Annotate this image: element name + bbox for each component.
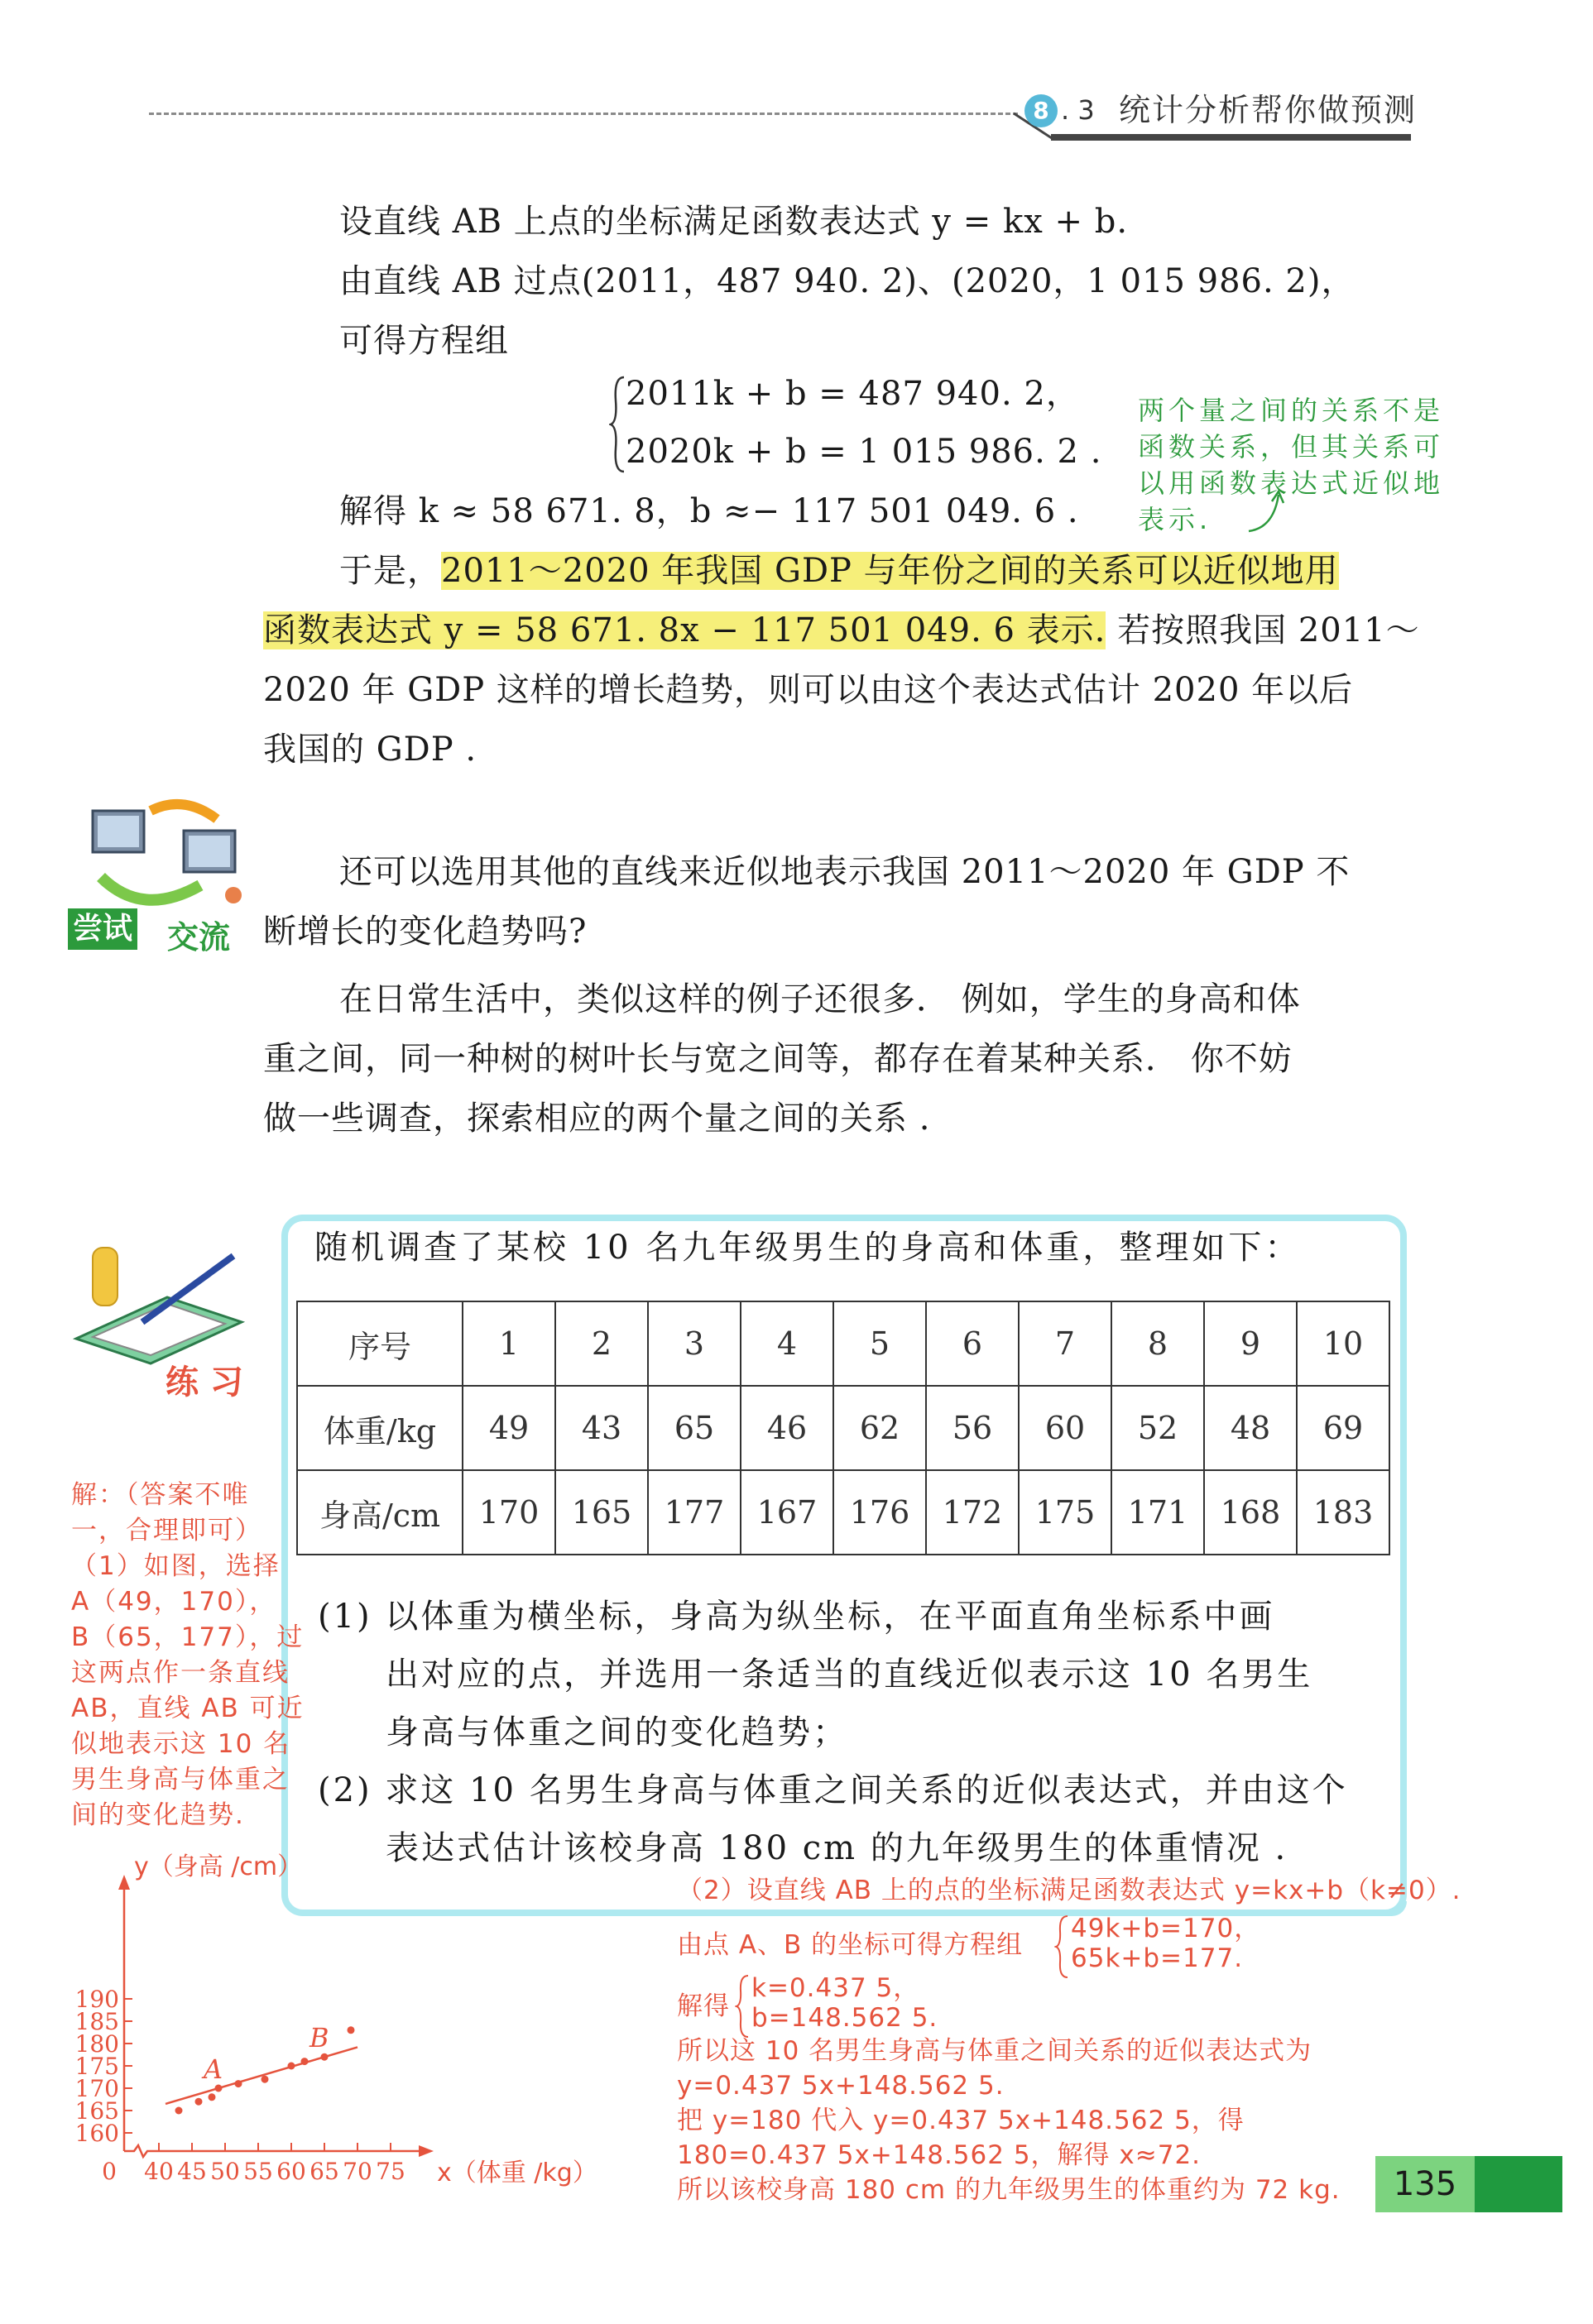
question-2-line: 表达式估计该校身高 180 cm 的九年级男生的体重情况 . [386,1829,1288,1867]
body-line-8: 我国的 GDP . [263,731,477,769]
try-line-4: 重之间，同一种树的树叶长与宽之间等，都存在着某种关系． 你不妨 [263,1040,1293,1078]
notebook-pen-icon [68,1239,250,1372]
exercise-intro: 随机调查了某校 10 名九年级男生的身高和体重，整理如下： [314,1229,1302,1267]
table-cell: 1 [463,1301,555,1386]
y-tick-label: 185 [74,2008,119,2035]
answer-part2-line: 解得 [677,1991,730,2021]
x-tick-label: 60 [276,2158,306,2185]
table-cell: 46 [741,1386,833,1470]
try-line-2: 断增长的变化趋势吗? [263,913,588,951]
answer-note-line: AB，直线 AB 可近 [71,1694,305,1723]
y-tick-label: 190 [74,1986,119,2013]
system-brace [735,1974,750,2039]
data-point [195,2098,203,2106]
header-dashed-rule [149,113,1018,115]
y-tick-label: 165 [74,2097,119,2125]
table-cell: 9 [1204,1301,1297,1386]
answer-note-line: 似地表示这 10 名 [71,1729,291,1759]
x-tick-label: 65 [309,2158,339,2185]
table-cell: 176 [833,1470,926,1555]
exchange-label: 交流 [167,919,231,956]
system-1-line: 65k+b=177. [1071,1943,1244,1973]
body-line-7: 2020 年 GDP 这样的增长趋势，则可以由这个表达式估计 2020 年以后 [263,671,1354,709]
y-tick-label: 175 [74,2053,119,2080]
table-cell: 48 [1204,1386,1297,1470]
x-tick-label: 45 [177,2158,207,2185]
system-brace [1054,1914,1069,1979]
body-line-5 [339,541,1339,601]
side-note-line: 两个量之间的关系不是 [1138,395,1445,426]
table-cell: 171 [1111,1470,1204,1555]
table-cell: 6 [926,1301,1019,1386]
try-line-3: 在日常生活中，类似这样的例子还很多． 例如，学生的身高和体 [339,980,1301,1018]
x-axis-arrow [419,2145,434,2157]
question-1-line: 出对应的点，并选用一条适当的直线近似表示这 10 名男生 [386,1656,1313,1694]
table-cell: 167 [741,1470,833,1555]
table-cell: 175 [1019,1470,1111,1555]
data-table [296,1301,1390,1555]
try-label: 尝试 [68,908,137,950]
question-1-line: (1) 以体重为横坐标，身高为纵坐标，在平面直角坐标系中画 [318,1598,1275,1636]
equation-line-1: 2011k + b = 487 940. 2， [626,375,1080,413]
table-cell: 172 [926,1470,1019,1555]
page-number: 135 [1375,2156,1475,2212]
x-axis [124,2145,424,2157]
table-cell: 62 [833,1386,926,1470]
equation-brace [609,376,626,473]
data-point [262,2076,269,2083]
table-row [297,1386,1389,1470]
table-cell: 10 [1297,1301,1389,1386]
try-line-1: 还可以选用其他的直线来近似地表示我国 2011～2020 年 GDP 不 [339,853,1351,891]
try-line-5: 做一些调查，探索相应的两个量之间的关系 . [263,1100,931,1138]
table-row [297,1301,1389,1386]
y-tick-label: 170 [74,2075,119,2102]
answer-note-line: （1）如图，选择 [71,1551,281,1581]
table-cell: 5 [833,1301,926,1386]
system-2-line: k=0.437 5， [751,1973,920,2003]
answer-note-line: B（65，177），过 [71,1622,305,1652]
data-point [321,2053,329,2061]
answer-note-line: 这两点作一条直线 [71,1658,290,1688]
equation-line-2: 2020k + b = 1 015 986. 2 . [626,433,1102,471]
body-line-6 [263,601,1420,660]
table-cell: 3 [648,1301,741,1386]
body-text: 若按照我国 2011～ [1106,611,1420,649]
point-label: B [309,2022,329,2054]
computers-icon [68,794,250,918]
table-cell: 65 [648,1386,741,1470]
table-cell: 69 [1297,1386,1389,1470]
side-note-line: 以用函数表达式近似地 [1138,467,1445,499]
body-line-1: 设直线 AB 上点的坐标满足函数表达式 y = kx + b. [339,203,1129,241]
body-line-3: 可得方程组 [339,322,509,360]
answer-part2-line: 180=0.437 5x+148.562 5，解得 x≈72. [677,2140,1202,2170]
y-axis-arrow [118,1875,130,1890]
fitted-line [166,2047,357,2104]
table-cell: 7 [1019,1301,1111,1386]
table-cell: 4 [741,1301,833,1386]
answer-note-line: 男生身高与体重之 [71,1765,290,1795]
table-cell: 60 [1019,1386,1111,1470]
header-underline [1051,134,1411,141]
data-point [301,2058,309,2065]
table-row-header: 体重/kg [297,1386,463,1470]
exercise-icon [68,1239,250,1405]
answer-left-note [71,1478,319,1833]
x-tick-label: 70 [343,2158,372,2185]
point-label: A [204,2053,223,2085]
highlighted-text: 函数表达式 y = 58 671. 8x − 117 501 049. 6 表示. [263,611,1106,649]
body-line-2: 由直线 AB 过点(2011，487 940. 2)、(2020，1 015 986. 2)， [339,262,1355,300]
exercise-label: 练 习 [166,1363,243,1402]
answer-note-line: 间的变化趋势. [71,1800,245,1830]
y-axis-label: y（身高 /cm） [134,1852,303,1881]
section-title: 统计分析帮你做预测 [1119,92,1418,128]
data-point [235,2080,242,2087]
origin-label: 0 [102,2158,117,2185]
side-note-line: 函数关系，但其关系可 [1138,431,1445,462]
table-cell: 8 [1111,1301,1204,1386]
answer-part2-line: 由点 A、B 的坐标可得方程组 [677,1930,1024,1960]
solution-line: 解得 k ≈ 58 671. 8，b ≈− 117 501 049. 6 . [339,492,1079,530]
table-row [297,1470,1389,1555]
answer-part2-line: y=0.437 5x+148.562 5. [677,2071,1005,2101]
answer-part2-line: 所以这 10 名男生身高与体重之间关系的近似表达式为 [677,2036,1312,2066]
system-2-line: b=148.562 5. [751,2003,938,2033]
side-note-line: 表示. [1138,504,1212,535]
y-tick-label: 160 [74,2120,119,2147]
table-cell: 165 [555,1470,648,1555]
table-row-header: 身高/cm [297,1470,463,1555]
table-cell: 177 [648,1470,741,1555]
table-cell: 52 [1111,1386,1204,1470]
data-point [175,2107,183,2115]
x-tick-label: 40 [144,2158,174,2185]
question-2-line: (2) 求这 10 名男生身高与体重之间关系的近似表达式，并由这个 [318,1771,1348,1809]
table-cell: 49 [463,1386,555,1470]
scatter-chart [50,1845,662,2209]
answer-part2-line: 把 y=180 代入 y=0.437 5x+148.562 5，得 [677,2106,1245,2135]
table-row-header: 序号 [297,1301,463,1386]
try-exchange-icon [68,794,250,960]
table-cell: 183 [1297,1470,1389,1555]
x-axis-label: x（体重 /kg） [437,2159,597,2187]
y-tick-label: 180 [74,2030,119,2058]
x-tick-label: 50 [210,2158,240,2185]
data-point [288,2063,295,2070]
table-cell: 170 [463,1470,555,1555]
x-tick-label: 55 [243,2158,273,2185]
answer-part2-line: 所以该校身高 180 cm 的九年级男生的体重约为 72 kg. [677,2175,1341,2205]
data-point [209,2093,216,2101]
answer-note-line: 一，合理即可） [71,1516,262,1545]
side-note-arrow-icon [1245,486,1295,536]
highlighted-text: 2011～2020 年我国 GDP 与年份之间的关系可以近似地用 [441,552,1339,590]
data-point [348,2026,355,2034]
body-text: 于是， [339,552,441,590]
data-point [215,2085,223,2092]
x-tick-label: 75 [376,2158,405,2185]
answer-part2-line: （2）设直线 AB 上的点的坐标满足函数表达式 y=kx+b（k≠0）. [677,1876,1461,1905]
chapter-badge: 8 [1024,94,1058,127]
table-cell: 56 [926,1386,1019,1470]
system-1-line: 49k+b=170， [1071,1914,1261,1943]
table-cell: 43 [555,1386,648,1470]
answer-note-line: 解：（答案不唯 [71,1480,250,1510]
answer-note-line: A（49，170）， [71,1587,277,1617]
section-number: . 3 [1061,94,1095,126]
question-1-line: 身高与体重之间的变化趋势； [386,1713,848,1751]
table-cell: 168 [1204,1470,1297,1555]
table-cell: 2 [555,1301,648,1386]
